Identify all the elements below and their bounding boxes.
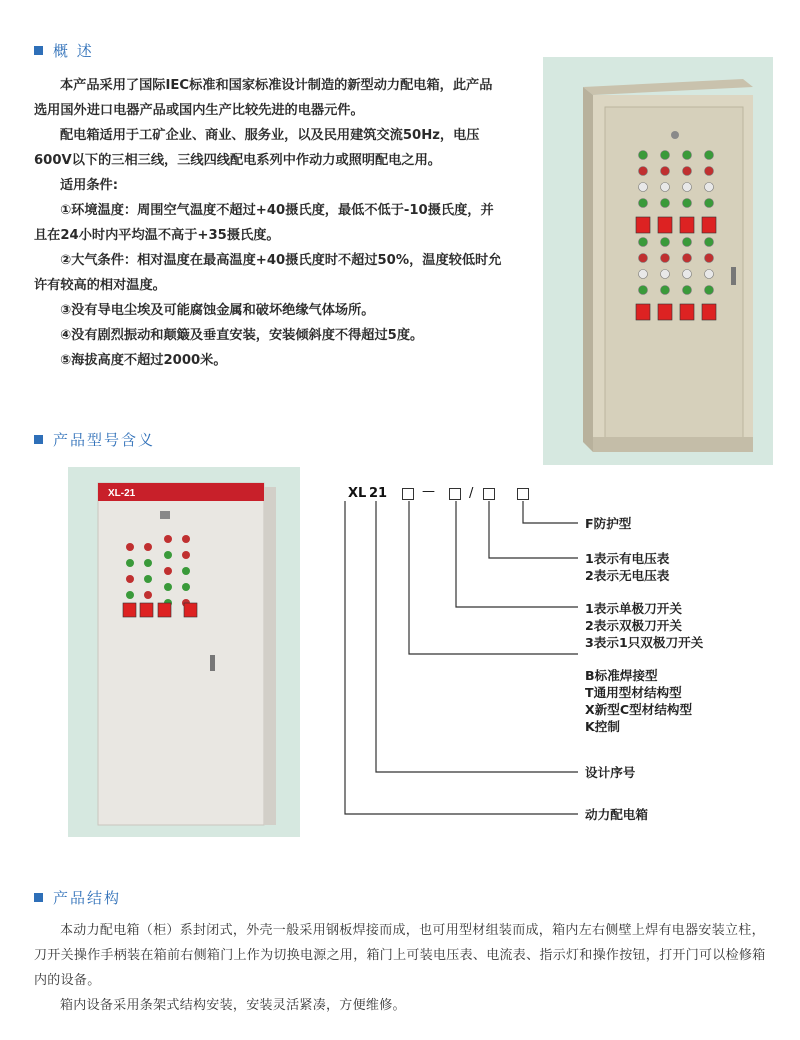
structure-p2: 箱内设备采用条架式结构安装，安装灵活紧凑，方便维修。 [60, 998, 406, 1013]
bullet-square-icon [34, 893, 43, 902]
code-slash: / [469, 486, 474, 501]
structure-p1: 本动力配电箱（柜）系封闭式，外壳一般采用钢板焊接而成，也可用型材组装而成，箱内左右侧壁上焊有电器安装立柱，刀开关操作手柄装在箱前右侧箱门上作为切换电源之用，箱门上可装电压表、电流表、指示灯和操作按钮，打开门可以检修箱内的设备。 [34, 923, 766, 988]
label-design-serial: 设计序号 [585, 765, 636, 780]
structure-heading [34, 887, 121, 908]
conditions-title: 适用条件: [60, 178, 119, 193]
label-voltmeter-2: 2表示无电压表 [585, 568, 670, 583]
label-voltmeter-1: 1表示有电压表 [585, 551, 670, 566]
overview-scope: 配电箱适用于工矿企业、商业、服务业，以及民用建筑交流50Hz，电压600V以下的三相三线，三线四线配电系列中作动力或照明配电之用。 [34, 128, 480, 168]
overview-intro: 本产品采用了国际IEC标准和国家标准设计制造的新型动力配电箱，此产品选用国外进口电器产品或国内生产比较先进的电器元件。 [34, 78, 493, 118]
label-switch-3: 3表示1只双极刀开关 [585, 635, 704, 650]
code-xl: XL [348, 486, 367, 501]
label-structure-3: X新型C型材结构型 [585, 702, 693, 717]
label-structure-2: T通用型材结构型 [585, 685, 682, 700]
structure-title: 产品结构 [53, 889, 122, 907]
code-21: 21 [369, 486, 388, 501]
code-dash: — [422, 484, 435, 499]
label-structure-1: B标准焊接型 [585, 668, 658, 683]
condition-1: ①环境温度：周围空气温度不超过+40摄氏度，最低不低于-10摄氏度，并且在24小时内平均温不高于+35摄氏度。 [34, 203, 494, 243]
label-power-box: 动力配电箱 [585, 807, 648, 822]
label-structure-4: K控制 [585, 719, 620, 734]
condition-2: ②大气条件：相对温度在最高温度+40摄氏度时不超过50%，温度较低时允许有较高的相对温度。 [34, 253, 502, 293]
condition-3: ③没有导电尘埃及可能腐蚀金属和破坏绝缘气体场所。 [60, 303, 375, 318]
condition-5: ⑤海拔高度不超过2000米。 [60, 353, 227, 368]
condition-4: ④没有剧烈振动和颠簸及垂直安装，安装倾斜度不得超过5度。 [60, 328, 424, 343]
overview-title: 概 述 [53, 42, 94, 60]
label-switch-1: 1表示单极刀开关 [585, 601, 682, 616]
label-switch-2: 2表示双极刀开关 [585, 618, 682, 633]
model-title: 产品型号含义 [53, 431, 156, 449]
cabinet-label: XL-21 [108, 488, 136, 499]
label-protection: F防护型 [585, 516, 632, 531]
structure-text [34, 918, 768, 1018]
